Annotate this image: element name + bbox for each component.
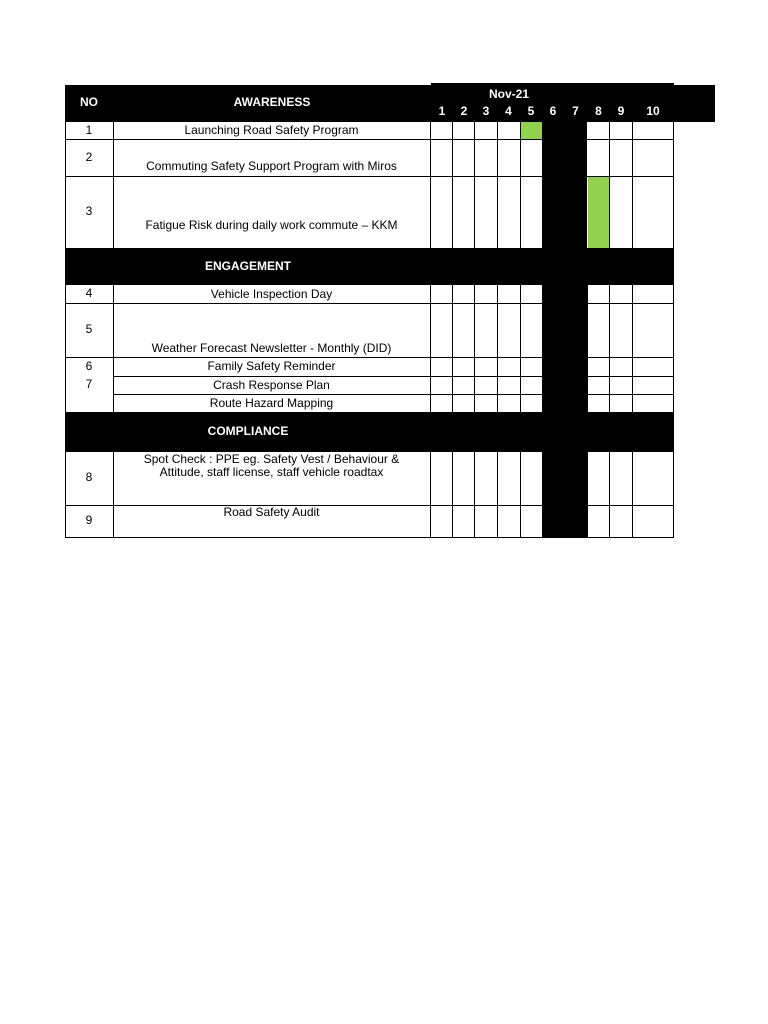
vline-d3-a [497, 121, 498, 248]
vline-d7-b [587, 285, 588, 412]
vline-left-b [65, 285, 66, 412]
header-awareness: AWARENESS [233, 95, 311, 109]
row-text-4: Vehicle Inspection Day [210, 287, 333, 301]
vline-d1-b [452, 285, 453, 412]
row-text-9: Road Safety Audit [223, 505, 320, 519]
vline-d9-b [632, 285, 633, 412]
day-5: 5 [527, 104, 535, 118]
hline-bottom [65, 537, 674, 538]
header-no: NO [80, 95, 98, 109]
section-engagement: ENGAGEMENT [204, 259, 291, 273]
row-no-3: 3 [85, 204, 93, 218]
row-no-7: 7 [85, 377, 93, 391]
vline-d8-a [609, 121, 610, 248]
vline-d7-c [587, 452, 588, 538]
vline-d0-b [430, 285, 431, 412]
header-month: Nov-21 [488, 87, 529, 101]
row-no-2: 2 [85, 150, 93, 164]
vline-d8-b [609, 285, 610, 412]
hline-r1 [65, 139, 674, 140]
vline-d8-c [609, 452, 610, 538]
vline-d2-a [474, 121, 475, 248]
vline-d3-c [497, 452, 498, 538]
mark-row3-day8 [588, 177, 609, 248]
day-7: 7 [572, 104, 579, 118]
day-2: 2 [460, 104, 468, 118]
row-no-8: 8 [85, 470, 93, 484]
vline-right-c [673, 452, 674, 538]
vline-d4-a [520, 121, 521, 248]
row-text-5: Weather Forecast Newsletter - Monthly (DID) [151, 341, 392, 355]
hline-r2 [65, 176, 674, 177]
row-text-6: Family Safety Reminder [207, 359, 336, 373]
row-text-7: Crash Response Plan [213, 378, 330, 392]
row-no-6: 6 [85, 359, 93, 373]
mark-row1-day5 [521, 122, 542, 139]
hline-r7 [113, 394, 674, 395]
row-no-5: 5 [85, 322, 93, 336]
day-4: 4 [505, 104, 512, 118]
header-bar-right [674, 85, 715, 122]
vline-right-a [673, 121, 674, 248]
row-no-1: 1 [85, 123, 93, 137]
day-1: 1 [438, 104, 446, 118]
vline-d4-c [520, 452, 521, 538]
hline-top [65, 121, 674, 122]
vline-d2-b [474, 285, 475, 412]
vline-d9-a [632, 121, 633, 248]
section-compliance: COMPLIANCE [207, 424, 289, 438]
day-10: 10 [646, 104, 660, 118]
vline-right-b [673, 285, 674, 412]
row-text-1: Launching Road Safety Program [184, 123, 359, 137]
vline-d4-b [520, 285, 521, 412]
row-text-2: Commuting Safety Support Program with Miros [146, 159, 397, 173]
blocked-days-column [542, 122, 587, 537]
vline-d2-c [474, 452, 475, 538]
vline-d1-a [452, 121, 453, 248]
vline-d0-a [430, 121, 431, 248]
vline-d9-c [632, 452, 633, 538]
row-text-3: Fatigue Risk during daily work commute – KKM [145, 218, 398, 232]
row-no-4: 4 [85, 286, 93, 300]
day-9: 9 [617, 104, 625, 118]
row-text-8-line2: Attitude, staff license, staff vehicle roadtax [159, 465, 384, 479]
row-no-9: 9 [85, 513, 93, 527]
vline-left-a [65, 121, 66, 248]
vline-d1-c [452, 452, 453, 538]
day-8: 8 [595, 104, 602, 118]
vline-d3-b [497, 285, 498, 412]
row-text-route: Route Hazard Mapping [209, 396, 334, 410]
day-3: 3 [482, 104, 490, 118]
hline-r6 [113, 376, 674, 377]
hline-r5 [65, 357, 674, 358]
hline-r4 [65, 303, 674, 304]
vline-d0-c [430, 452, 431, 538]
row-text-8-line1: Spot Check : PPE eg. Safety Vest / Behaviour & [143, 452, 400, 466]
day-6: 6 [549, 104, 557, 118]
